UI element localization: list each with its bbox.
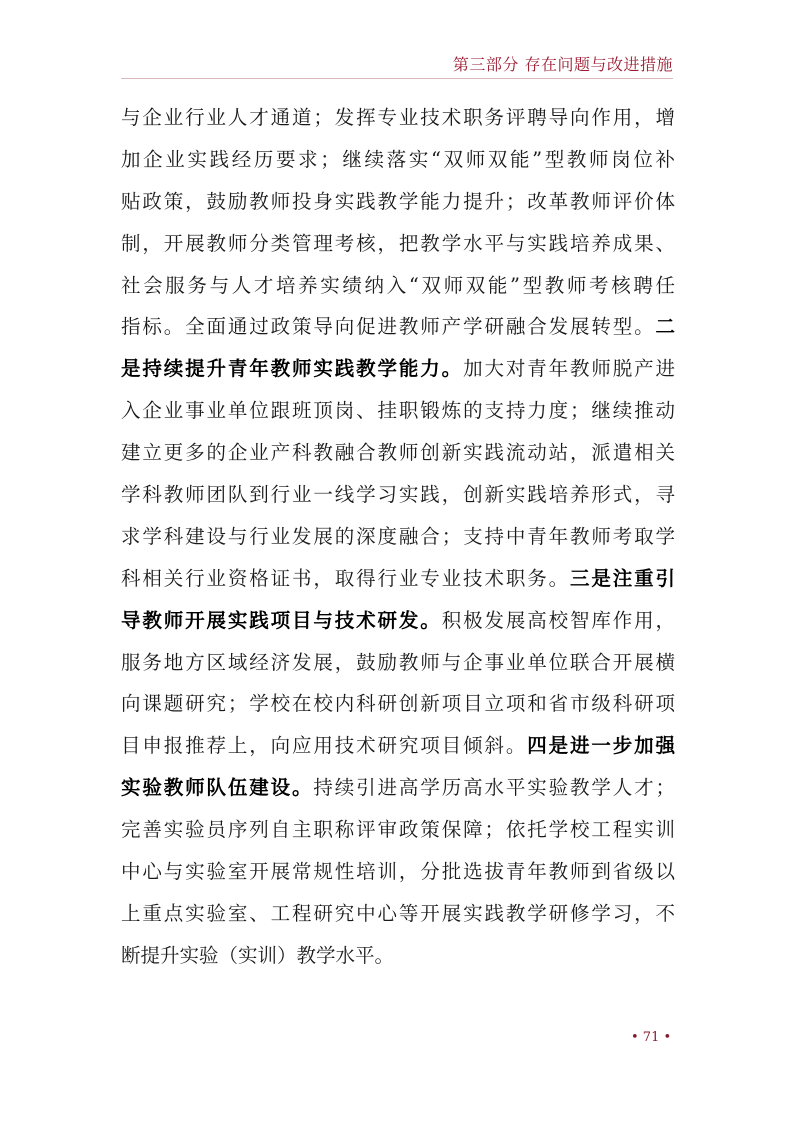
text-segment: 断提升实验（实训）教学水平。 bbox=[121, 943, 395, 967]
body-paragraph bbox=[121, 97, 675, 977]
text-segment: 指标。全面通过政策导向促进教师产学研融合发展转型。 bbox=[121, 315, 656, 339]
page-number: • 71 • bbox=[631, 1030, 672, 1045]
text-line bbox=[121, 306, 675, 348]
section-header: 第三部分 存在问题与改进措施 bbox=[452, 55, 673, 74]
text-line bbox=[121, 558, 675, 600]
text-segment: 加大对青年教师脱产进 bbox=[463, 357, 675, 381]
text-line bbox=[121, 516, 675, 558]
bold-heading-text: 三是注重引 bbox=[569, 566, 675, 590]
text-line bbox=[121, 348, 675, 390]
text-line bbox=[121, 725, 675, 767]
text-segment: 贴政策，鼓励教师投身实践教学能力提升；改革教师评价体 bbox=[121, 189, 675, 213]
text-segment: 与企业行业人才通道；发挥专业技术职务评聘导向作用，增 bbox=[121, 106, 675, 129]
text-segment: 服务地方区域经济发展，鼓励教师与企事业单位联合开展横 bbox=[121, 650, 675, 674]
bold-heading-text: 四是进一步加强 bbox=[527, 734, 675, 758]
text-segment: 积极发展高校智库作用， bbox=[441, 608, 675, 632]
text-line bbox=[121, 683, 675, 725]
text-line bbox=[121, 181, 675, 223]
text-line bbox=[121, 642, 675, 684]
text-line bbox=[121, 223, 675, 265]
bold-heading-text: 实验教师队伍建设。 bbox=[121, 776, 314, 800]
text-segment: 建立更多的企业产科教融合教师创新实践流动站，派遣相关 bbox=[121, 441, 675, 465]
text-segment: 制，开展教师分类管理考核，把教学水平与实践培养成果、 bbox=[121, 231, 675, 255]
text-line bbox=[121, 474, 675, 516]
bold-heading-text: 二 bbox=[655, 315, 675, 339]
text-line bbox=[121, 893, 675, 935]
text-segment: 入企业事业单位跟班顶岗、挂职锻炼的支持力度；继续推动 bbox=[121, 399, 675, 423]
text-line bbox=[121, 97, 675, 139]
text-segment: 中心与实验室开展常规性培训，分批选拔青年教师到省级以 bbox=[121, 860, 675, 884]
text-line bbox=[121, 851, 675, 893]
text-line bbox=[121, 265, 675, 307]
text-segment: 上重点实验室、工程研究中心等开展实践教学研修学习，不 bbox=[121, 901, 675, 925]
text-line bbox=[121, 809, 675, 851]
text-segment: 加企业实践经历要求；继续落实“双师双能”型教师岗位补 bbox=[121, 147, 675, 171]
bold-heading-text: 导教师开展实践项目与技术研发。 bbox=[121, 608, 442, 632]
text-line bbox=[121, 935, 675, 977]
text-segment: 科相关行业资格证书，取得行业专业技术职务。 bbox=[121, 566, 570, 590]
text-line bbox=[121, 600, 675, 642]
text-line bbox=[121, 432, 675, 474]
header-divider bbox=[121, 78, 673, 79]
text-segment: 社会服务与人才培养实绩纳入“双师双能”型教师考核聘任 bbox=[121, 273, 675, 297]
bold-heading-text: 是持续提升青年教师实践教学能力。 bbox=[121, 357, 464, 381]
text-line bbox=[121, 139, 675, 181]
text-segment: 向课题研究；学校在校内科研创新项目立项和省市级科研项 bbox=[121, 692, 675, 716]
text-line bbox=[121, 767, 675, 809]
text-segment: 求学科建设与行业发展的深度融合；支持中青年教师考取学 bbox=[121, 524, 675, 548]
text-segment: 持续引进高学历高水平实验教学人才； bbox=[313, 776, 675, 800]
text-line bbox=[121, 390, 675, 432]
text-segment: 目申报推荐上，向应用技术研究项目倾斜。 bbox=[121, 734, 528, 758]
text-segment: 学科教师团队到行业一线学习实践，创新实践培养形式，寻 bbox=[121, 483, 675, 507]
text-segment: 完善实验员序列自主职称评审政策保障；依托学校工程实训 bbox=[121, 818, 675, 842]
